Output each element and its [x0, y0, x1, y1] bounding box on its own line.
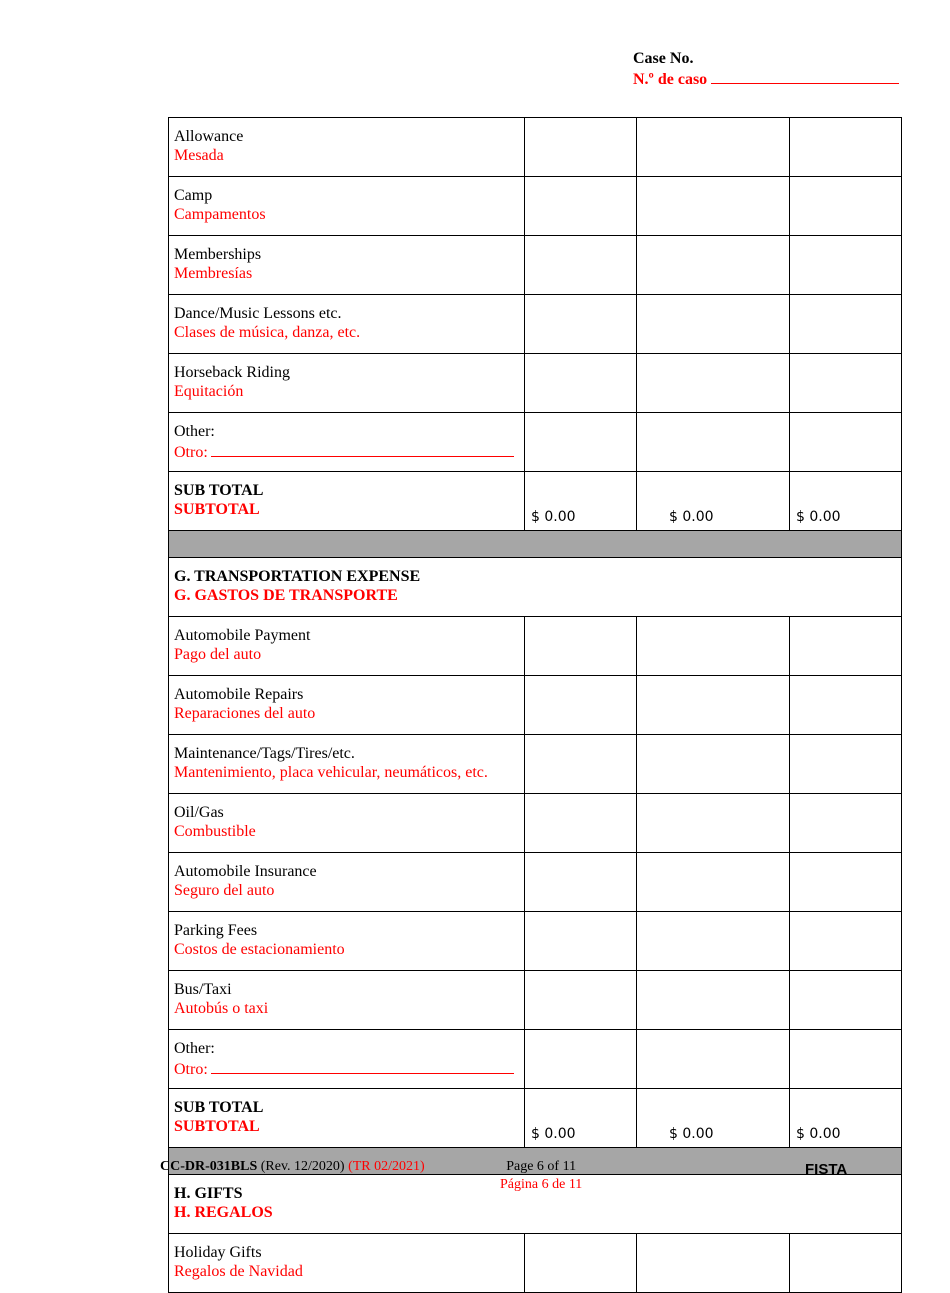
amount-cell[interactable] — [637, 912, 790, 971]
section-header: G. TRANSPORTATION EXPENSE G. GASTOS DE TRANSPORTE — [169, 558, 902, 617]
subtotal-value: $ 0.00 — [796, 1126, 841, 1142]
amount-cell[interactable] — [637, 118, 790, 177]
amount-cell[interactable] — [790, 1234, 902, 1293]
table-row: Dance/Music Lessons etc. Clases de música, danza, etc. — [169, 295, 902, 354]
amount-cell[interactable] — [525, 295, 637, 354]
table-row: Memberships Membresías — [169, 236, 902, 295]
subtotal-value: $ 0.00 — [796, 509, 841, 525]
amount-cell[interactable] — [790, 354, 902, 413]
amount-cell[interactable] — [637, 236, 790, 295]
case-label-es: N.º de caso — [633, 69, 899, 90]
case-number-header — [633, 49, 899, 90]
amount-cell[interactable] — [637, 1234, 790, 1293]
subtotal-row: SUB TOTAL SUBTOTAL $ 0.00 $ 0.00 $ 0.00 — [169, 1089, 902, 1148]
table-row: Bus/Taxi Autobús o taxi — [169, 971, 902, 1030]
amount-cell[interactable] — [525, 617, 637, 676]
amount-cell[interactable] — [637, 1030, 790, 1089]
amount-cell[interactable] — [525, 971, 637, 1030]
amount-cell[interactable] — [790, 413, 902, 472]
table-row: Automobile Insurance Seguro del auto — [169, 853, 902, 912]
table-row: Parking Fees Costos de estacionamiento — [169, 912, 902, 971]
section-header: H. GIFTS H. REGALOS — [169, 1175, 902, 1234]
amount-cell[interactable] — [525, 118, 637, 177]
amount-cell[interactable] — [525, 236, 637, 295]
amount-cell[interactable] — [790, 1030, 902, 1089]
subtotal-value: $ 0.00 — [531, 1126, 576, 1142]
amount-cell[interactable] — [637, 971, 790, 1030]
amount-cell[interactable] — [637, 177, 790, 236]
table-row: Maintenance/Tags/Tires/etc. Mantenimiento, placa vehicular, neumáticos, etc. — [169, 735, 902, 794]
table-row: Horseback Riding Equitación — [169, 354, 902, 413]
table-row: Other: Otro: — [169, 1030, 902, 1089]
subtotal-value: $ 0.00 — [669, 1126, 714, 1142]
expense-table — [168, 117, 902, 1293]
amount-cell[interactable] — [637, 735, 790, 794]
table-row: Other: Otro: — [169, 413, 902, 472]
amount-cell[interactable] — [525, 177, 637, 236]
amount-cell[interactable] — [637, 617, 790, 676]
form-id: CC-DR-031BLS (Rev. 12/2020) (TR 02/2021) — [160, 1159, 425, 1174]
amount-cell[interactable] — [525, 735, 637, 794]
table-row: Holiday Gifts Regalos de Navidad — [169, 1234, 902, 1293]
amount-cell[interactable] — [790, 735, 902, 794]
amount-cell[interactable] — [790, 912, 902, 971]
amount-cell[interactable] — [790, 617, 902, 676]
table-row: Camp Campamentos — [169, 177, 902, 236]
amount-cell[interactable] — [637, 295, 790, 354]
table-row: Automobile Repairs Reparaciones del auto — [169, 676, 902, 735]
amount-cell[interactable] — [525, 794, 637, 853]
amount-cell[interactable] — [790, 794, 902, 853]
amount-cell[interactable] — [637, 676, 790, 735]
amount-cell[interactable] — [790, 676, 902, 735]
amount-cell[interactable] — [790, 177, 902, 236]
amount-cell[interactable] — [790, 295, 902, 354]
amount-cell[interactable] — [525, 853, 637, 912]
table-row: Oil/Gas Combustible — [169, 794, 902, 853]
amount-cell[interactable] — [525, 1030, 637, 1089]
amount-cell[interactable] — [525, 1234, 637, 1293]
section-divider — [169, 531, 902, 558]
other-field[interactable] — [211, 1058, 514, 1074]
amount-cell[interactable] — [637, 853, 790, 912]
amount-cell[interactable] — [790, 853, 902, 912]
amount-cell[interactable] — [525, 912, 637, 971]
amount-cell[interactable] — [790, 971, 902, 1030]
amount-cell[interactable] — [525, 413, 637, 472]
amount-cell[interactable] — [790, 118, 902, 177]
page-number: Page 6 of 11 Página 6 de 11 — [500, 1159, 583, 1192]
amount-cell[interactable] — [637, 354, 790, 413]
case-label-en: Case No. — [633, 50, 694, 67]
subtotal-row: SUB TOTAL SUBTOTAL $ 0.00 $ 0.00 $ 0.00 — [169, 472, 902, 531]
amount-cell[interactable] — [525, 354, 637, 413]
amount-cell[interactable] — [637, 794, 790, 853]
table-row: Allowance Mesada — [169, 118, 902, 177]
amount-cell[interactable] — [525, 676, 637, 735]
subtotal-value: $ 0.00 — [531, 509, 576, 525]
amount-cell[interactable] — [637, 413, 790, 472]
subtotal-value: $ 0.00 — [669, 509, 714, 525]
case-number-field[interactable] — [711, 69, 899, 84]
brand-label: FISTA — [805, 1161, 848, 1178]
table-row: Automobile Payment Pago del auto — [169, 617, 902, 676]
amount-cell[interactable] — [790, 236, 902, 295]
other-field[interactable] — [211, 441, 514, 457]
